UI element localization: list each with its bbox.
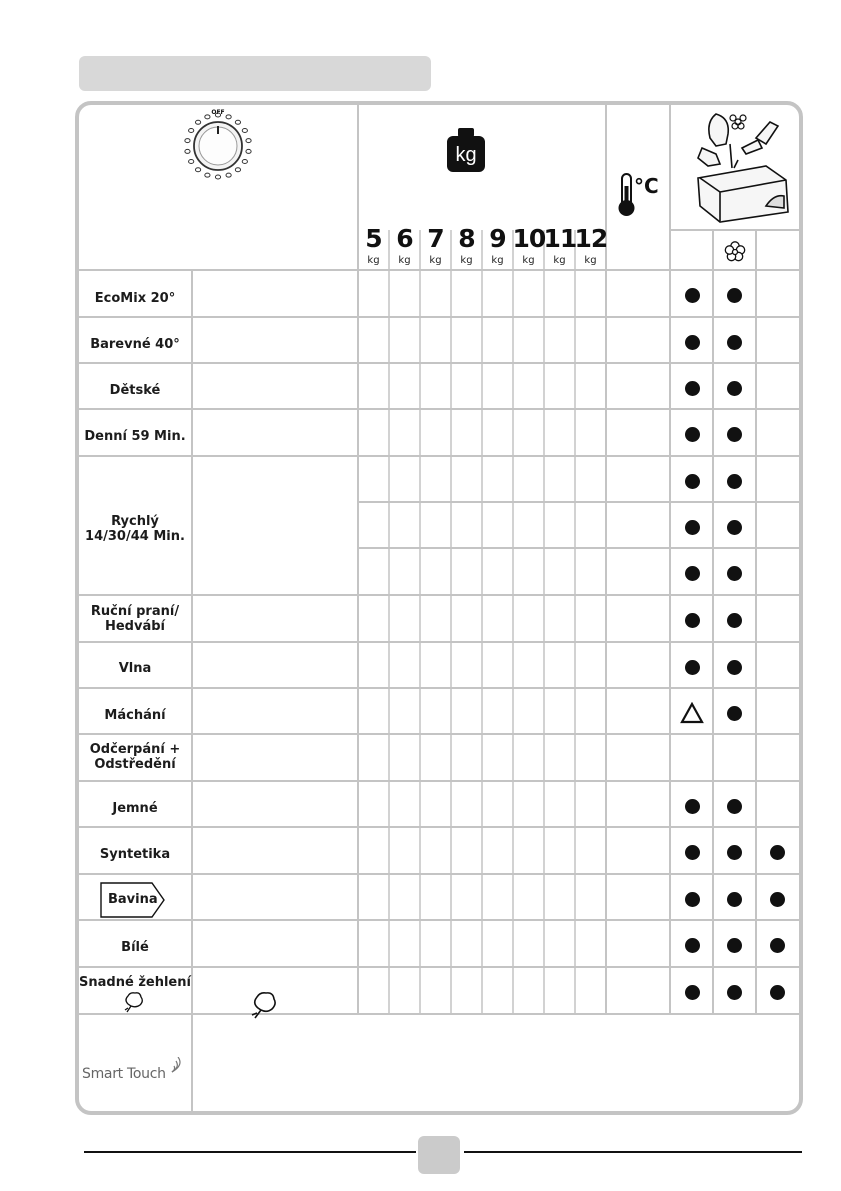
dot-mark-icon (727, 335, 742, 350)
dot-mark-icon (727, 381, 742, 396)
dot-mark-icon (727, 288, 742, 303)
program-detske: Dětské (109, 383, 161, 398)
program-snadne-zehleni: Snadné žehlení (79, 975, 191, 990)
dot-mark-icon (727, 660, 742, 675)
load-column-5-number: 5 (365, 224, 382, 253)
footer-rule-left (84, 1151, 416, 1153)
program-ecomix: EcoMix 20° (94, 291, 176, 306)
dot-mark-icon (770, 845, 785, 860)
program-bavina (100, 882, 164, 918)
dot-mark-icon (685, 799, 700, 814)
load-column-11-unit: kg (553, 255, 566, 266)
dot-mark-icon (685, 335, 700, 350)
dot-mark-icon (727, 892, 742, 907)
load-column-12-number: 12 (574, 224, 608, 253)
dot-mark-icon (727, 985, 742, 1000)
footer-rule-right (464, 1151, 802, 1153)
detergent-drawer-icon (686, 108, 794, 226)
page-number-tab (418, 1136, 460, 1174)
dot-mark-icon (685, 985, 700, 1000)
load-column-9-unit: kg (491, 255, 504, 266)
load-column-8-unit: kg (460, 255, 473, 266)
dot-mark-icon (685, 660, 700, 675)
program-bile: Bílé (121, 940, 149, 955)
load-column-10-unit: kg (522, 255, 535, 266)
dot-mark-icon (685, 427, 700, 442)
program-dial-icon (182, 104, 254, 184)
dot-mark-icon (685, 288, 700, 303)
weight-icon-label: kg (455, 144, 477, 166)
program-odcerpani: Odčerpání + Odstředění (89, 742, 181, 772)
flower-softener-icon (723, 240, 747, 264)
program-denni: Denní 59 Min. (84, 429, 186, 444)
dot-mark-icon (727, 938, 742, 953)
dial-off-label: OFF (211, 109, 225, 116)
program-barevne: Barevné 40° (90, 337, 180, 352)
load-column-6-number: 6 (396, 224, 413, 253)
load-column-5-unit: kg (367, 255, 380, 266)
dot-mark-icon (770, 938, 785, 953)
dot-mark-icon (685, 381, 700, 396)
dot-mark-icon (685, 845, 700, 860)
dot-mark-icon (685, 938, 700, 953)
dot-mark-icon (770, 985, 785, 1000)
dot-mark-icon (727, 706, 742, 721)
load-column-9-number: 9 (489, 224, 506, 253)
dot-mark-icon (727, 613, 742, 628)
dot-mark-icon (727, 427, 742, 442)
smart-touch-logo: Smart Touch (82, 1066, 166, 1082)
load-column-7-unit: kg (429, 255, 442, 266)
program-bavina-label: Bavina (108, 892, 158, 907)
program-vlna: Vlna (118, 661, 152, 676)
program-rychly: Rychlý 14/30/44 Min. (85, 514, 185, 544)
weight-icon (447, 128, 485, 172)
program-jemne: Jemné (112, 801, 158, 816)
dot-mark-icon (685, 520, 700, 535)
load-column-12-unit: kg (584, 255, 597, 266)
load-column-6-unit: kg (398, 255, 411, 266)
dot-mark-icon (727, 474, 742, 489)
dot-mark-icon (685, 613, 700, 628)
program-machani: Máchání (104, 708, 166, 723)
dot-mark-icon (727, 520, 742, 535)
load-column-8-number: 8 (458, 224, 475, 253)
load-column-7-number: 7 (427, 224, 444, 253)
program-syntetika: Syntetika (99, 847, 171, 862)
load-column-11-number: 11 (543, 224, 577, 253)
steam-iron-icon (122, 990, 144, 1014)
dot-mark-icon (685, 474, 700, 489)
dot-mark-icon (685, 892, 700, 907)
dot-mark-icon (727, 799, 742, 814)
dot-mark-icon (727, 566, 742, 581)
wifi-signal-icon (170, 1057, 188, 1075)
dot-mark-icon (685, 566, 700, 581)
triangle-mark-icon (680, 702, 704, 724)
steam-iron-icon (249, 989, 279, 1021)
program-rucni-prani: Ruční praní/ Hedvábí (90, 604, 180, 634)
temperature-unit: °C (634, 174, 659, 198)
dot-mark-icon (727, 845, 742, 860)
load-column-10-number: 10 (512, 224, 546, 253)
dot-mark-icon (770, 892, 785, 907)
